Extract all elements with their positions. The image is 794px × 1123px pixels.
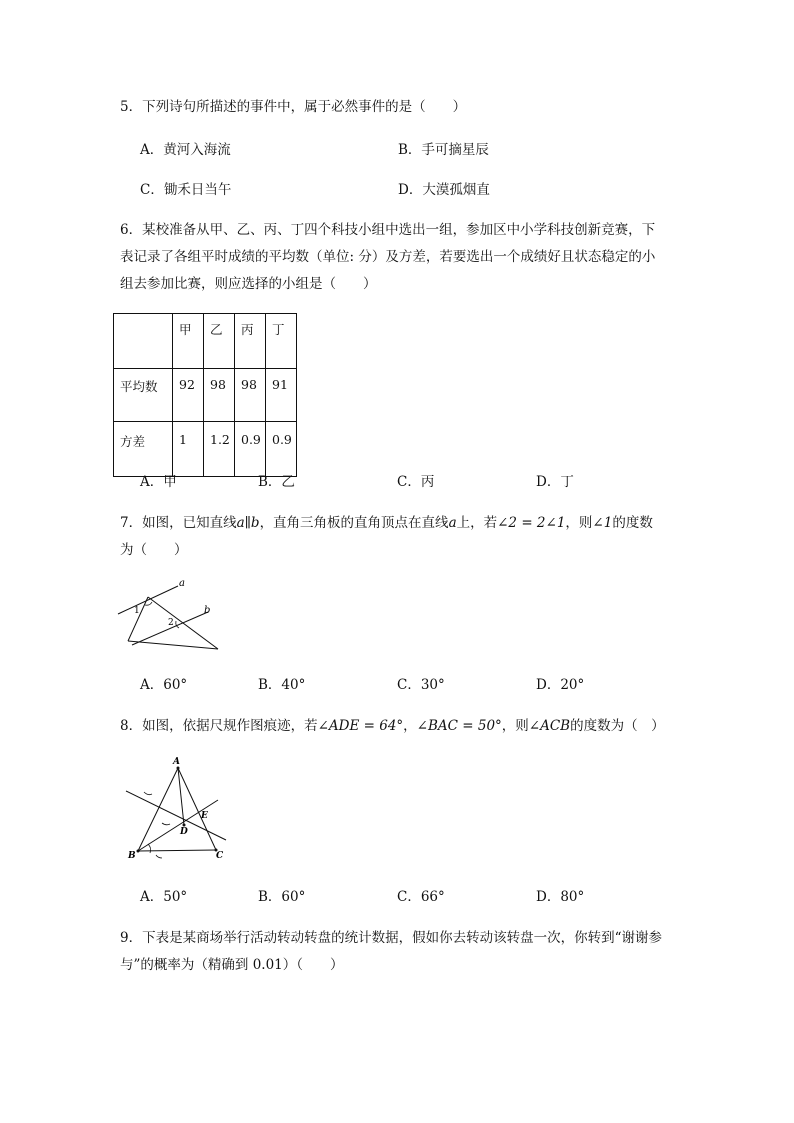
q7-stem-line1 xyxy=(120,511,653,531)
q6-score-table xyxy=(113,313,297,477)
label-D: D xyxy=(180,827,188,837)
q7-option-c: C．30° xyxy=(397,677,445,693)
table-header-yi: 乙 xyxy=(204,314,235,369)
parallel-symbol: ∥ xyxy=(244,515,251,531)
label-E: E xyxy=(201,811,208,821)
q5-option-d: D．大漠孤烟直 xyxy=(398,182,490,198)
q8-text: 的度数为（ ） xyxy=(570,718,665,734)
q8-text: ，则 xyxy=(501,718,529,734)
q7-option-b: B．40° xyxy=(258,677,306,693)
label-A: A xyxy=(173,757,180,767)
angle-condition: ∠2 = 2∠1 xyxy=(497,515,566,531)
q8-option-b: B．60° xyxy=(258,889,306,905)
q8-option-c: C．66° xyxy=(397,889,445,905)
angle-ade: ∠ADE = 64° xyxy=(317,718,404,734)
math-a: a xyxy=(236,515,245,531)
table-header-ding: 丁 xyxy=(266,314,297,369)
q8-option-a: A．50° xyxy=(140,889,188,905)
q6-stem-line1: 6．某校准备从甲、乙、丙、丁四个科技小组中选出一组，参加区中小学科技创新竞赛，下 xyxy=(120,222,656,238)
math-b: b xyxy=(250,515,260,531)
q7-text: 的度数 xyxy=(612,515,653,531)
table-header-jia: 甲 xyxy=(173,314,204,369)
table-row-label: 方差 xyxy=(114,422,173,477)
q5-option-a: A．黄河入海流 xyxy=(140,142,231,158)
q5-stem: 5．下列诗句所描述的事件中，属于必然事件的是（ ） xyxy=(120,99,467,115)
q6-option-a: A．甲 xyxy=(140,474,177,490)
label-a: a xyxy=(179,578,185,589)
q7-text: ，直角三角板的直角顶点在直线 xyxy=(259,515,449,531)
q6-option-d: D．丁 xyxy=(536,474,574,490)
math-a: a xyxy=(448,515,457,531)
angle-bac: ∠BAC = 50° xyxy=(416,718,502,734)
table-cell: 98 xyxy=(235,369,266,422)
q7-figure xyxy=(112,575,232,655)
table-row-mean xyxy=(114,369,297,422)
table-row-variance xyxy=(114,422,297,477)
q7-option-d: D．20° xyxy=(536,677,585,693)
angle-acb: ∠ACB xyxy=(528,718,571,734)
q7-text: 7．如图，已知直线 xyxy=(120,515,237,531)
table-cell: 98 xyxy=(204,369,235,422)
q8-text: 8．如图，依据尺规作图痕迹，若 xyxy=(120,718,318,734)
table-corner-cell xyxy=(114,314,173,369)
label-C: C xyxy=(216,851,224,861)
q5-option-b: B．手可摘星辰 xyxy=(398,142,489,158)
label-B: B xyxy=(128,851,136,861)
q6-option-c: C．丙 xyxy=(397,474,435,490)
table-cell: 92 xyxy=(173,369,204,422)
q7-stem-line2: 为（ ） xyxy=(120,542,188,558)
q9-stem-line1: 9．下表是某商场举行活动转动转盘的统计数据，假如你去转动该转盘一次，你转到“谢谢参 xyxy=(120,930,662,946)
angle-1: ∠1 xyxy=(592,515,613,531)
q8-stem xyxy=(120,714,665,734)
table-header-bing: 丙 xyxy=(235,314,266,369)
q7-option-a: A．60° xyxy=(140,677,188,693)
q9-stem-line2: 与”的概率为（精确到 0.01）（ ） xyxy=(120,957,344,973)
table-cell: 91 xyxy=(266,369,297,422)
q6-stem-line2: 表记录了各组平时成绩的平均数（单位: 分）及方差，若要选出一个成绩好且状态稳定的小 xyxy=(120,249,656,265)
table-cell: 0.9 xyxy=(266,422,297,477)
q8-figure xyxy=(118,752,238,867)
label-angle-2: 2 xyxy=(168,618,174,628)
table-cell: 1 xyxy=(173,422,204,477)
q8-sep: ， xyxy=(403,718,417,734)
q8-option-d: D．80° xyxy=(536,889,585,905)
table-cell: 0.9 xyxy=(235,422,266,477)
q7-text: ，则 xyxy=(565,515,593,531)
label-b: b xyxy=(204,605,211,616)
table-row-label: 平均数 xyxy=(114,369,173,422)
q6-option-b: B．乙 xyxy=(258,474,295,490)
q6-stem-line3: 组去参加比赛，则应选择的小组是（ ） xyxy=(120,276,377,292)
table-header-row xyxy=(114,314,297,369)
q5-option-c: C．锄禾日当午 xyxy=(140,182,232,198)
q7-text: 上，若 xyxy=(456,515,498,531)
label-angle-1: 1 xyxy=(134,606,140,616)
table-cell: 1.2 xyxy=(204,422,235,477)
